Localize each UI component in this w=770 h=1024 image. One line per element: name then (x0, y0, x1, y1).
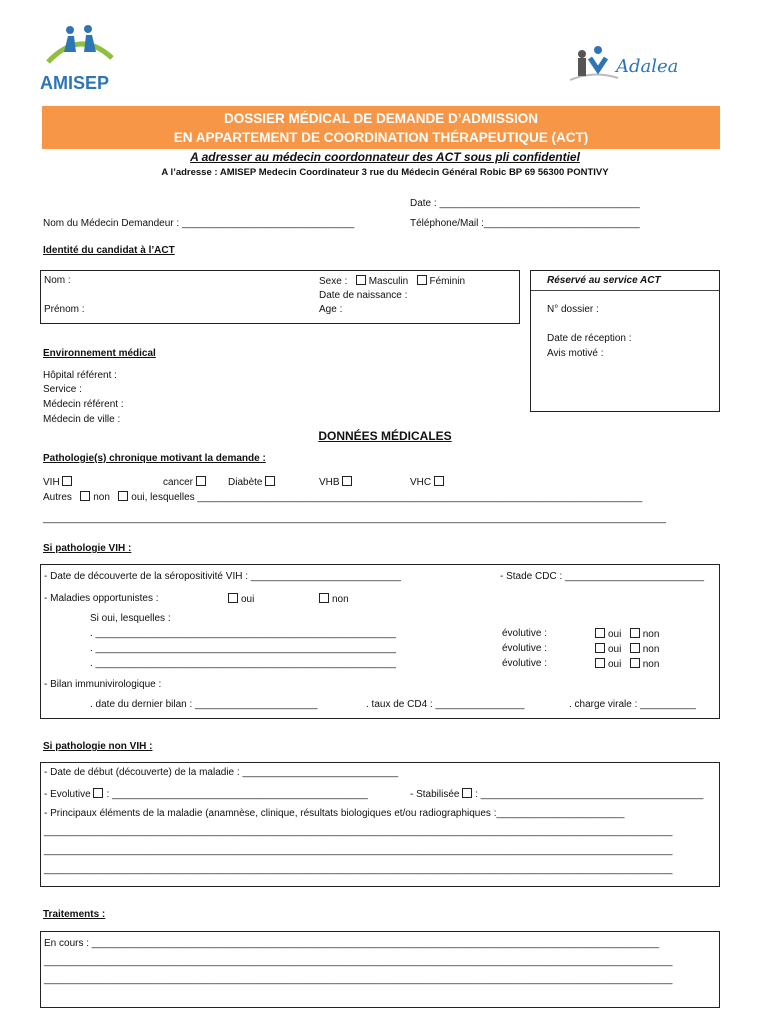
disease-line-1[interactable]: . ______________________________________________________ (90, 628, 396, 639)
evolutive-label: évolutive : (502, 658, 548, 669)
vhb-checkbox[interactable] (342, 476, 352, 486)
title-banner (42, 106, 720, 149)
stabilisee-label: - Stabilisée (410, 789, 460, 800)
hopital-field[interactable]: Hôpital référent : (43, 370, 117, 381)
cd4-field[interactable]: . taux de CD4 : ________________ (366, 699, 525, 710)
medical-data-title: DONNÉES MÉDICALES (318, 429, 452, 443)
evolutive-choice-2 (595, 643, 659, 655)
amisep-logo (40, 22, 120, 92)
autres-label: Autres (43, 492, 72, 503)
vih-section-title: Si pathologie VIH : (43, 543, 132, 554)
opportunistic-oui-label: oui (241, 594, 255, 605)
vhc-label: VHC (410, 477, 432, 488)
autres-non-label: non (93, 492, 110, 503)
oui-label: oui (608, 644, 622, 655)
nom-field[interactable]: Nom : (44, 275, 71, 286)
vih-label: VIH (43, 477, 60, 488)
phone-mail-field[interactable]: Téléphone/Mail :____________________________ (410, 218, 640, 229)
stabilisee-checkbox[interactable] (462, 788, 472, 798)
opportunistic-non-label: non (332, 594, 349, 605)
vih-checkbox[interactable] (62, 476, 72, 486)
environment-title: Environnement médical (43, 348, 156, 359)
feminin-checkbox[interactable] (417, 275, 427, 285)
cancer-checkbox[interactable] (196, 476, 206, 486)
autres-oui-checkbox[interactable] (118, 491, 128, 501)
evolutive-label: évolutive : (502, 628, 548, 639)
opportunistic-label: - Maladies opportunistes : (44, 593, 159, 604)
principaux-line-1[interactable]: _________________________________________________________________________________________________________________ (44, 826, 673, 837)
vih-discovery-field[interactable]: - Date de découverte de la séropositivité VIH : ___________________________ (44, 571, 401, 582)
treatments-line-2[interactable]: _________________________________________________________________________________________________________________ (44, 974, 673, 985)
vhb-option (319, 476, 355, 488)
cancer-label: cancer (163, 477, 194, 488)
non-label: non (642, 629, 660, 640)
amisep-figures-icon (40, 22, 120, 70)
evolutive-line[interactable]: : ______________________________________________ (106, 789, 368, 800)
treatments-title: Traitements : (43, 909, 106, 920)
disease-line-3[interactable]: . ______________________________________________________ (90, 658, 396, 669)
oui-label: oui (608, 659, 622, 670)
non-label: non (642, 659, 660, 670)
non-label: non (642, 644, 660, 655)
autres-row (43, 491, 642, 503)
cancer-option (163, 476, 209, 488)
title-line-1: DOSSIER MÉDICAL DE DEMANDE D’ADMISSION (223, 111, 539, 126)
diabete-option (228, 476, 278, 488)
diabete-checkbox[interactable] (265, 476, 275, 486)
stabilisee-field (410, 788, 703, 800)
bilan-date-field[interactable]: . date du dernier bilan : ______________________ (90, 699, 318, 710)
opportunistic-oui-checkbox[interactable] (228, 593, 238, 603)
non-vih-section-title: Si pathologie non VIH : (43, 741, 153, 752)
evolutive-row-2 (502, 643, 547, 654)
stabilisee-line[interactable]: : ________________________________________ (475, 789, 704, 800)
evolutive-choice-3 (595, 658, 659, 670)
opportunistic-non-checkbox[interactable] (319, 593, 329, 603)
medecin-referent-field[interactable]: Médecin référent : (43, 399, 124, 410)
principaux-line-3[interactable]: _________________________________________________________________________________________________________________ (44, 864, 673, 875)
opportunistic-oui (228, 593, 254, 605)
evolutive-2-oui-checkbox[interactable] (595, 643, 605, 653)
reserved-title: Réservé au service ACT (547, 275, 661, 286)
reserved-divider (531, 290, 719, 291)
viral-load-field[interactable]: . charge virale : __________ (569, 699, 696, 710)
evolutive-choice-1 (595, 628, 659, 640)
evolutive-3-non-checkbox[interactable] (630, 658, 640, 668)
disease-line-2[interactable]: . ______________________________________________________ (90, 643, 396, 654)
dossier-number-field[interactable]: N° dossier : (547, 304, 599, 315)
autres-oui-field[interactable]: oui, lesquelles ________________________________________________________________________________ (131, 492, 643, 503)
address: A l’adresse : AMISEP Medecin Coordinateur 3 rue du Médecin Général Robic BP 69 56300 PONTIVY (161, 167, 609, 178)
medecin-ville-field[interactable]: Médecin de ville : (43, 414, 121, 425)
requesting-doctor-field[interactable]: Nom du Médecin Demandeur : _______________________________ (43, 218, 355, 229)
pathology-title: Pathologie(s) chronique motivant la demande : (43, 453, 266, 464)
opportunistic-non (319, 593, 349, 605)
pathology-extra-line[interactable]: ________________________________________________________________________________________________________________ (43, 513, 666, 524)
identity-section-title: Identité du candidat à l’ACT (43, 245, 175, 256)
title-line-2: EN APPARTEMENT DE COORDINATION THÉRAPEUTIQUE (ACT) (173, 130, 589, 145)
sexe-label: Sexe : (319, 276, 348, 287)
evolutive-label: évolutive : (502, 643, 548, 654)
cdc-stage-field[interactable]: - Stade CDC : _________________________ (500, 571, 705, 582)
feminin-label: Féminin (429, 276, 466, 287)
vih-option (43, 476, 75, 488)
vhb-label: VHB (319, 477, 340, 488)
birthdate-field[interactable]: Date de naissance : (319, 290, 408, 301)
en-cours-field[interactable]: En cours : ______________________________________________________________________________________________________ (44, 938, 660, 949)
evolutive-row-3 (502, 658, 547, 669)
amisep-logo-text: AMISEP (40, 73, 110, 93)
principaux-field[interactable]: - Principaux éléments de la maladie (anamnèse, clinique, résultats biologiques et/ou radiographiques :_______________________ (44, 808, 625, 819)
evolutive-label: - Evolutive (44, 789, 91, 800)
evolutive-row-1 (502, 628, 547, 639)
evolutive-3-oui-checkbox[interactable] (595, 658, 605, 668)
diabete-label: Diabète (228, 477, 263, 488)
evolutive-checkbox[interactable] (93, 788, 103, 798)
vhc-checkbox[interactable] (434, 476, 444, 486)
si-oui-label: Si oui, lesquelles : (90, 613, 171, 624)
adalea-logo-text: Adalea (616, 56, 679, 77)
principaux-line-2[interactable]: _________________________________________________________________________________________________________________ (44, 845, 673, 856)
vhc-option (410, 476, 447, 488)
debut-field[interactable]: - Date de début (découverte) de la maladie : ____________________________ (44, 767, 399, 778)
adalea-figures-icon (568, 40, 620, 84)
oui-label: oui (608, 629, 622, 640)
masculin-label: Masculin (368, 276, 409, 287)
evolutive-2-non-checkbox[interactable] (630, 643, 640, 653)
adalea-logo (568, 40, 708, 84)
avis-field[interactable]: Avis motivé : (547, 348, 604, 359)
prenom-field[interactable]: Prénom : (44, 304, 85, 315)
masculin-checkbox[interactable] (356, 275, 366, 285)
date-field[interactable]: Date : ____________________________________ (410, 198, 640, 209)
age-field[interactable]: Age : (319, 304, 343, 315)
evolutive-1-oui-checkbox[interactable] (595, 628, 605, 638)
bilan-label: - Bilan immunivirologique : (44, 679, 162, 690)
reception-date-field[interactable]: Date de réception : (547, 333, 632, 344)
evolutive-field (44, 788, 368, 800)
subtitle: A adresser au médecin coordonnateur des ACT sous pli confidentiel (190, 150, 580, 164)
service-field[interactable]: Service : (43, 384, 82, 395)
evolutive-1-non-checkbox[interactable] (630, 628, 640, 638)
autres-non-checkbox[interactable] (80, 491, 90, 501)
treatments-line-1[interactable]: _________________________________________________________________________________________________________________ (44, 956, 673, 967)
vih-box (40, 564, 720, 719)
sexe-field (319, 275, 465, 287)
